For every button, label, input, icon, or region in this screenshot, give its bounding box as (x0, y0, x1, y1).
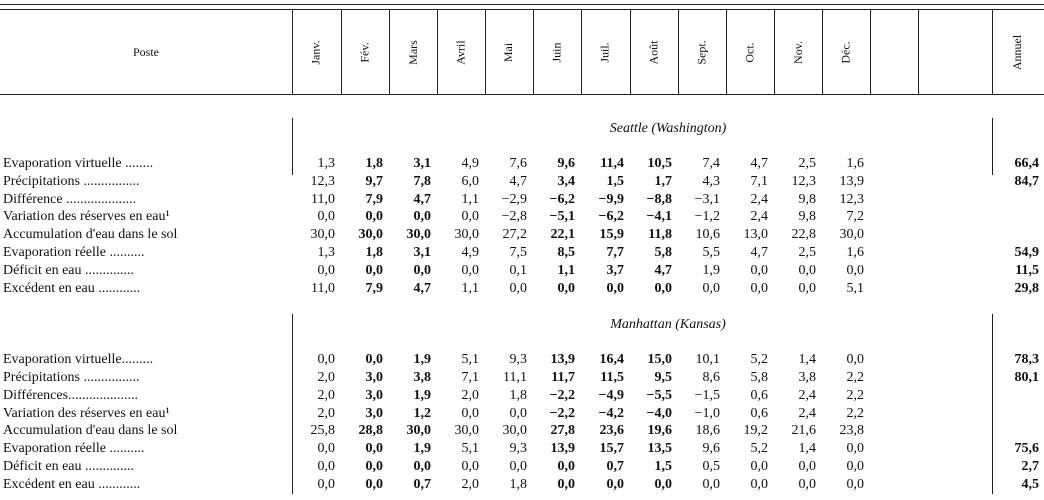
table-cell: −1,2 (694, 209, 720, 224)
table-cell: 2,4 (750, 209, 768, 224)
table-cell: 0,0 (606, 477, 624, 492)
table-cell: −4,2 (598, 406, 624, 421)
table-cell: −2,9 (501, 192, 527, 207)
row-label: Accumulation d'eau dans le sol (3, 423, 178, 438)
table-cell: 1,8 (365, 245, 383, 260)
table-cell: 7,2 (846, 209, 864, 224)
table-cell: 1,1 (461, 192, 479, 207)
top-rule-2 (0, 9, 1044, 10)
table-cell: 7,5 (509, 245, 527, 260)
table-cell: 5,8 (750, 370, 768, 385)
row-label: Déficit en eau .............. (3, 459, 135, 474)
table-cell: 3,0 (365, 406, 383, 421)
table-cell: 0,0 (654, 477, 672, 492)
table-cell: 19,6 (647, 423, 672, 438)
table-cell: 5,2 (750, 441, 768, 456)
table-cell: 0,0 (317, 459, 335, 474)
table-cell: −9,9 (598, 192, 624, 207)
row-label: Evaporation réelle .......... (3, 441, 145, 456)
table-cell: 23,6 (599, 423, 624, 438)
table-cell: 13,0 (743, 227, 768, 242)
table-cell: 13,9 (550, 441, 575, 456)
table-cell: 11,0 (311, 192, 335, 207)
header-poste (0, 12, 292, 92)
table-cell: 1,8 (509, 388, 527, 403)
header-bottom-rule (0, 94, 1044, 95)
table-cell: 2,0 (317, 406, 335, 421)
month-header (533, 12, 581, 92)
month-header-label: Oct. (742, 41, 757, 63)
table-cell: 1,7 (654, 174, 672, 189)
table-cell: 7,4 (702, 156, 720, 171)
table-cell: 9,6 (702, 441, 720, 456)
table-cell: 13,5 (647, 441, 672, 456)
table-cell: 1,5 (606, 174, 624, 189)
table-cell: 0,0 (365, 477, 383, 492)
table-cell: 4,7 (654, 263, 672, 278)
table-cell: 11,1 (503, 370, 527, 385)
table-cell: 1,8 (365, 156, 383, 171)
table-cell: 27,2 (502, 227, 527, 242)
table-cell: 7,9 (365, 192, 383, 207)
table-row (0, 387, 1044, 404)
table-cell: 30,0 (502, 423, 527, 438)
table-cell: 10,1 (695, 352, 720, 367)
table-cell: 11,8 (648, 227, 672, 242)
table-cell: 13,9 (550, 352, 575, 367)
table-cell: 0,0 (317, 209, 335, 224)
table-cell: 0,0 (317, 477, 335, 492)
table-cell: 30,0 (454, 227, 479, 242)
table-cell: 15,7 (599, 441, 624, 456)
table-cell: 0,0 (846, 441, 864, 456)
annual-cell: 78,3 (1014, 352, 1039, 367)
table-cell: 30,0 (839, 227, 864, 242)
table-cell: −6,2 (598, 209, 624, 224)
table-cell: 3,7 (606, 263, 624, 278)
table-cell: 9,8 (798, 209, 816, 224)
table-cell: 28,8 (358, 423, 383, 438)
table-cell: 9,3 (509, 441, 527, 456)
table-row (0, 226, 1044, 243)
row-label: Variation des réserves en eau¹ (3, 406, 170, 421)
table-cell: 1,9 (702, 263, 720, 278)
top-rule (0, 4, 1044, 5)
table-cell: 3,1 (413, 156, 431, 171)
table-cell: 10,6 (695, 227, 720, 242)
table-cell: 9,7 (365, 174, 383, 189)
table-cell: 4,9 (461, 156, 479, 171)
table-cell: 11,0 (311, 281, 335, 296)
table-cell: 0,0 (461, 459, 479, 474)
table-cell: 2,0 (461, 477, 479, 492)
table-cell: 0,7 (606, 459, 624, 474)
table-cell: 0,0 (365, 441, 383, 456)
month-header-label: Nov. (790, 40, 805, 64)
annual-cell: 66,4 (1014, 156, 1039, 171)
table-cell: 0,0 (509, 281, 527, 296)
table-cell: 5,8 (654, 245, 672, 260)
header-column-divider (870, 10, 871, 94)
month-header-label: Sept. (694, 39, 709, 65)
table-cell: 2,4 (798, 388, 816, 403)
month-header-label: Mai (501, 42, 516, 62)
table-cell: 1,6 (846, 156, 864, 171)
row-label: Excédent en eau ............ (3, 477, 141, 492)
table-cell: 3,0 (365, 370, 383, 385)
table-cell: 1,6 (846, 245, 864, 260)
table-cell: 5,2 (750, 352, 768, 367)
table-cell: 4,7 (413, 281, 431, 296)
table-cell: 0,0 (750, 281, 768, 296)
table-cell: 30,0 (454, 423, 479, 438)
table-cell: 4,7 (509, 174, 527, 189)
table-cell: −1,5 (694, 388, 720, 403)
table-cell: 0,0 (846, 477, 864, 492)
table-cell: 11,7 (551, 370, 575, 385)
table-cell: 0,0 (798, 281, 816, 296)
table-row (0, 458, 1044, 475)
table-cell: 0,0 (365, 459, 383, 474)
table-cell: −4,1 (646, 209, 672, 224)
month-header-label: Fév. (357, 41, 372, 63)
table-cell: 3,4 (557, 174, 575, 189)
row-label: Différence .................... (3, 192, 137, 207)
table-cell: 5,1 (846, 281, 864, 296)
table-cell: 5,1 (461, 352, 479, 367)
table-cell: 2,0 (317, 370, 335, 385)
table-cell: 3,1 (413, 245, 431, 260)
table-cell: 0,0 (413, 459, 431, 474)
table-cell: 2,4 (798, 406, 816, 421)
annual-cell: 75,6 (1014, 441, 1039, 456)
table-row (0, 422, 1044, 439)
table-cell: 0,0 (365, 263, 383, 278)
table-cell: 1,1 (557, 263, 575, 278)
table-cell: 0,0 (702, 281, 720, 296)
table-cell: −2,2 (549, 406, 575, 421)
table-cell: −3,1 (694, 192, 720, 207)
table-cell: 0,0 (317, 441, 335, 456)
table-row (0, 155, 1044, 172)
annual-cell: 4,5 (1021, 477, 1039, 492)
table-cell: 0,6 (750, 388, 768, 403)
row-label: Accumulation d'eau dans le sol (3, 227, 178, 242)
table-cell: 10,5 (647, 156, 672, 171)
table-cell: 1,3 (317, 245, 335, 260)
station-title-manhattan: Manhattan (Kansas) (610, 317, 726, 332)
table-cell: 0,0 (461, 209, 479, 224)
month-header (726, 12, 774, 92)
table-cell: 22,8 (791, 227, 816, 242)
table-cell: 4,7 (750, 156, 768, 171)
table-cell: 0,0 (750, 459, 768, 474)
table-cell: 9,8 (798, 192, 816, 207)
table-cell: 12,3 (310, 174, 335, 189)
table-cell: 2,2 (846, 370, 864, 385)
table-cell: 0,0 (365, 352, 383, 367)
table-cell: 0,0 (654, 281, 672, 296)
table-cell: 2,2 (846, 388, 864, 403)
table-cell: 0,0 (798, 477, 816, 492)
table-row (0, 476, 1044, 493)
month-header (822, 12, 870, 92)
row-label: Déficit en eau .............. (3, 263, 135, 278)
table-cell: 7,9 (365, 281, 383, 296)
table-cell: 30,0 (358, 227, 383, 242)
table-cell: 21,6 (791, 423, 816, 438)
annual-header-label: Annuel (1010, 34, 1025, 70)
table-cell: 0,0 (461, 263, 479, 278)
table-cell: −4,9 (598, 388, 624, 403)
month-header (774, 12, 822, 92)
table-cell: 4,7 (750, 245, 768, 260)
table-cell: 12,3 (839, 192, 864, 207)
table-cell: 5,5 (702, 245, 720, 260)
row-label: Différences.................... (3, 388, 139, 403)
table-cell: 2,0 (317, 388, 335, 403)
table-cell: 11,5 (600, 370, 624, 385)
table-cell: 2,4 (750, 192, 768, 207)
table-cell: 0,0 (750, 477, 768, 492)
table-cell: 12,3 (791, 174, 816, 189)
table-row (0, 173, 1044, 190)
table-cell: 6,0 (461, 174, 479, 189)
table-row (0, 244, 1044, 261)
poste-label: Poste (132, 44, 159, 59)
row-label: Excédent en eau ............ (3, 281, 141, 296)
table-cell: 4,9 (461, 245, 479, 260)
month-header (389, 12, 437, 92)
table-cell: 23,8 (839, 423, 864, 438)
table-cell: 3,8 (798, 370, 816, 385)
annual-cell: 29,8 (1014, 281, 1039, 296)
annual-cell: 84,7 (1014, 174, 1039, 189)
table-cell: −2,8 (501, 209, 527, 224)
table-cell: 2,5 (798, 245, 816, 260)
table-cell: 0,0 (509, 406, 527, 421)
table-cell: 1,9 (413, 352, 431, 367)
table-cell: 16,4 (599, 352, 624, 367)
table-cell: 18,6 (695, 423, 720, 438)
table-cell: 0,0 (557, 477, 575, 492)
month-header-label: Août (646, 40, 661, 64)
table-cell: 1,9 (413, 388, 431, 403)
month-header-label: Juin (549, 41, 564, 63)
table-cell: 19,2 (743, 423, 768, 438)
table-cell: 0,0 (846, 352, 864, 367)
month-header (678, 12, 726, 92)
table-cell: 7,8 (413, 174, 431, 189)
month-header-label: Janv. (309, 39, 323, 65)
month-header (437, 12, 485, 92)
table-cell: −4,0 (646, 406, 672, 421)
table-cell: 0,0 (413, 209, 431, 224)
table-cell: 0,5 (702, 459, 720, 474)
header-column-divider (918, 10, 919, 94)
table-cell: 1,2 (413, 406, 431, 421)
month-header (292, 12, 341, 92)
table-cell: 11,4 (600, 156, 624, 171)
table-row (0, 280, 1044, 297)
table-cell: 0,0 (317, 263, 335, 278)
table-cell: 15,0 (647, 352, 672, 367)
table-cell: 1,1 (461, 281, 479, 296)
table-cell: 0,0 (798, 263, 816, 278)
station-title-seattle: Seattle (Washington) (609, 121, 727, 136)
table-cell: 15,9 (599, 227, 624, 242)
table-cell: 1,4 (798, 352, 816, 367)
table-cell: 0,6 (750, 406, 768, 421)
table-cell: 7,7 (606, 245, 624, 260)
table-cell: 9,6 (557, 156, 575, 171)
annual-cell: 2,7 (1021, 459, 1039, 474)
table-cell: 27,8 (550, 423, 575, 438)
month-header-label: Avril (453, 39, 468, 65)
month-header-label: Déc. (838, 40, 853, 64)
table-cell: 0,0 (365, 209, 383, 224)
table-cell: 0,0 (317, 352, 335, 367)
table-cell: −8,8 (646, 192, 672, 207)
table-cell: 9,3 (509, 352, 527, 367)
table-cell: 9,5 (654, 370, 672, 385)
table-cell: 0,7 (413, 477, 431, 492)
table-cell: 2,5 (798, 156, 816, 171)
annual-header (992, 12, 1044, 92)
table-cell: 8,5 (557, 245, 575, 260)
month-header-label: Juil. (598, 41, 612, 63)
month-header (630, 12, 678, 92)
table-cell: 2,0 (461, 388, 479, 403)
table-cell: 0,0 (846, 263, 864, 278)
table-row (0, 208, 1044, 225)
table-row (0, 191, 1044, 208)
table-cell: 4,3 (702, 174, 720, 189)
table-row (0, 369, 1044, 386)
table-cell: 0,0 (606, 281, 624, 296)
table-row (0, 405, 1044, 422)
row-label: Précipitations ................ (3, 174, 140, 189)
table-cell: 0,0 (461, 406, 479, 421)
table-cell: 30,0 (406, 423, 431, 438)
table-cell: 2,2 (846, 406, 864, 421)
table-cell: 1,3 (317, 156, 335, 171)
table-cell: 0,0 (413, 263, 431, 278)
annual-cell: 80,1 (1014, 370, 1039, 385)
table-cell: 4,7 (413, 192, 431, 207)
table-cell: 0,0 (557, 281, 575, 296)
table-cell: 0,0 (846, 459, 864, 474)
table-cell: 30,0 (406, 227, 431, 242)
month-header (581, 12, 630, 92)
table-cell: 1,4 (798, 441, 816, 456)
table-cell: 3,8 (413, 370, 431, 385)
table-cell: 25,8 (310, 423, 335, 438)
table-cell: 22,1 (550, 227, 575, 242)
row-label: Evaporation virtuelle ........ (3, 156, 154, 171)
row-label: Evaporation réelle .......... (3, 245, 145, 260)
table-cell: 0,1 (509, 263, 527, 278)
table-cell: −1,0 (694, 406, 720, 421)
table-cell: −6,2 (549, 192, 575, 207)
table-row (0, 351, 1044, 368)
table-cell: 0,0 (798, 459, 816, 474)
annual-cell: 54,9 (1014, 245, 1039, 260)
table-cell: 0,0 (702, 477, 720, 492)
table-cell: 30,0 (310, 227, 335, 242)
table-row (0, 440, 1044, 457)
table-cell: 0,0 (750, 263, 768, 278)
table-cell: 13,9 (839, 174, 864, 189)
table-cell: 0,0 (509, 459, 527, 474)
table-cell: 1,9 (413, 441, 431, 456)
row-label: Précipitations ................ (3, 370, 140, 385)
table-cell: −2,2 (549, 388, 575, 403)
row-label: Evaporation virtuelle......... (3, 352, 154, 367)
table-cell: 0,0 (557, 459, 575, 474)
table-cell: 1,5 (654, 459, 672, 474)
annual-cell: 11,5 (1015, 263, 1039, 278)
table-row (0, 262, 1044, 279)
table-cell: 8,6 (702, 370, 720, 385)
table-cell: 3,0 (365, 388, 383, 403)
table-cell: 1,8 (509, 477, 527, 492)
month-header (485, 12, 533, 92)
table-cell: −5,5 (646, 388, 672, 403)
table-cell: 7,6 (509, 156, 527, 171)
month-header (341, 12, 389, 92)
table-cell: −5,1 (549, 209, 575, 224)
row-label: Variation des réserves en eau¹ (3, 209, 170, 224)
month-header-label: Mars (405, 39, 420, 65)
table-cell: 7,1 (750, 174, 768, 189)
table-cell: 7,1 (461, 370, 479, 385)
table-cell: 5,1 (461, 441, 479, 456)
